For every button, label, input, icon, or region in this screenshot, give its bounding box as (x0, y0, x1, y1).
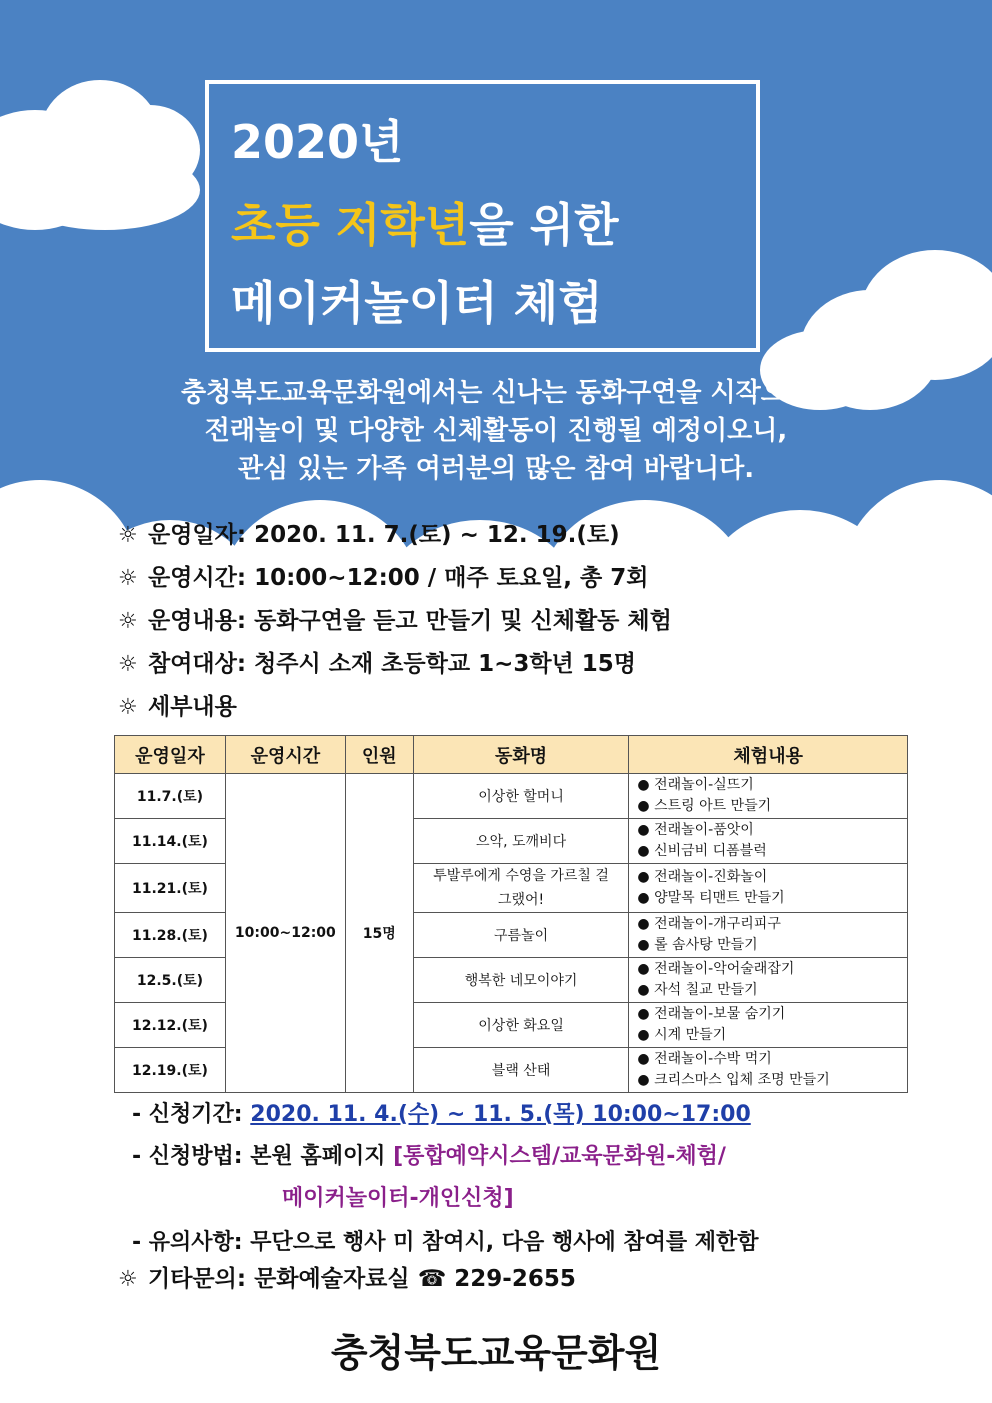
info-target (118, 647, 636, 681)
info-time (118, 561, 648, 595)
apply-period (132, 1098, 751, 1132)
activity-cell (629, 864, 908, 913)
activity-1: ● 전래놀이-실뜨기 (637, 777, 754, 793)
date-cell: 12.5.(토) (115, 958, 226, 1003)
apply-method-label: - 신청방법: (132, 1144, 243, 1169)
activity-cell (629, 774, 908, 819)
header-people: 인원 (345, 736, 413, 774)
story-cell: 으악, 도깨비다 (413, 819, 629, 864)
activity-1: ● 전래놀이-진화놀이 (637, 869, 768, 885)
date-cell: 11.7.(토) (115, 774, 226, 819)
info-details (118, 690, 237, 724)
story-cell: 구름놀이 (413, 913, 629, 958)
phone-icon: ☎ (417, 1266, 447, 1292)
story-cell: 블랙 산태 (413, 1048, 629, 1093)
activity-1: ● 전래놀이-악어술래잡기 (637, 961, 795, 977)
activity-1: ● 전래놀이-보물 숨기기 (637, 1006, 786, 1022)
activity-2: ● 자석 칠교 만들기 (637, 982, 758, 998)
intro-line-1: 충청북도교육문화원에서는 신나는 동화구연을 시작으로 (181, 378, 811, 408)
title-box (205, 80, 760, 352)
sun-icon: ☼ (118, 523, 138, 548)
info-label: 운영시간 (148, 565, 237, 591)
info-label: 운영내용 (148, 608, 237, 634)
date-cell: 11.14.(토) (115, 819, 226, 864)
sun-icon: ☼ (118, 609, 138, 634)
footer-organization: 충청북도교육문화원 (330, 1331, 662, 1375)
sun-icon: ☼ (118, 652, 138, 677)
people-cell: 15명 (345, 774, 413, 1093)
intro-line-2: 전래놀이 및 다양한 신체활동이 진행될 예정이오니, (204, 416, 788, 446)
apply-notice-label: - 유의사항: (132, 1230, 243, 1255)
apply-period-label: - 신청기간: (132, 1102, 243, 1127)
sun-icon: ☼ (118, 566, 138, 591)
apply-method-value: 본원 홈페이지 (250, 1144, 386, 1169)
title-program: 메이커놀이터 체험 (231, 276, 603, 330)
activity-2: ● 스트링 아트 만들기 (637, 798, 772, 814)
header-date: 운영일자 (115, 736, 226, 774)
table-row (115, 774, 908, 819)
title-year: 2020년 (231, 115, 404, 169)
header-story: 동화명 (413, 736, 629, 774)
date-cell: 12.12.(토) (115, 1003, 226, 1048)
date-cell: 11.21.(토) (115, 864, 226, 913)
intro-line-3: 관심 있는 가족 여러분의 많은 참여 바랍니다. (237, 454, 755, 484)
info-value: : 동화구연을 듣고 만들기 및 신체활동 체험 (236, 608, 672, 634)
table-header-row (115, 736, 908, 774)
sun-icon: ☼ (118, 1267, 138, 1292)
story-cell: 행복한 네모이야기 (413, 958, 629, 1003)
apply-method-cont (282, 1182, 514, 1216)
date-cell: 12.19.(토) (115, 1048, 226, 1093)
apply-notice-value: 무단으로 행사 미 참여시, 다음 행사에 참여를 제한함 (250, 1230, 759, 1255)
apply-method-link-2[interactable]: 메이커놀이터-개인신청] (282, 1186, 514, 1211)
activity-1: ● 전래놀이-개구리피구 (637, 916, 781, 932)
info-content (118, 604, 672, 638)
title-rest: 을 위한 (469, 198, 619, 252)
activity-2: ● 크리스마스 입체 조명 만들기 (637, 1072, 830, 1088)
date-cell: 11.28.(토) (115, 913, 226, 958)
story-cell: 이상한 화요일 (413, 1003, 629, 1048)
info-label: 참여대상 (148, 651, 237, 677)
activity-2: ● 양말목 티맨트 만들기 (637, 890, 785, 906)
info-value: : 10:00~12:00 / 매주 토요일, 총 7회 (236, 565, 649, 591)
title-subtitle (231, 189, 619, 255)
info-value: : 청주시 소재 초등학교 1~3학년 15명 (236, 651, 637, 677)
info-value: : 2020. 11. 7.(토) ~ 12. 19.(토) (236, 522, 620, 548)
info-label: 세부내용 (148, 694, 237, 720)
activity-1: ● 전래놀이-수박 먹기 (637, 1051, 772, 1067)
activity-cell (629, 1003, 908, 1048)
contact-line (118, 1262, 576, 1296)
activity-cell (629, 958, 908, 1003)
activity-cell (629, 913, 908, 958)
activity-2: ● 롤 솜사탕 만들기 (637, 937, 758, 953)
activity-2: ● 시계 만들기 (637, 1027, 727, 1043)
apply-notice (132, 1226, 759, 1260)
story-cell: 투발루에게 수영을 가르칠 걸 그랬어! (413, 864, 629, 913)
header-time: 운영시간 (225, 736, 345, 774)
time-cell: 10:00~12:00 (225, 774, 345, 1093)
story-cell: 이상한 할머니 (413, 774, 629, 819)
contact-phone: 229-2655 (454, 1266, 576, 1292)
activity-1: ● 전래놀이-품앗이 (637, 822, 754, 838)
apply-period-value: 2020. 11. 4.(수) ~ 11. 5.(목) 10:00~17:00 (250, 1102, 751, 1127)
info-dates (118, 518, 620, 552)
title-accent: 초등 저학년 (231, 198, 470, 252)
activity-cell (629, 1048, 908, 1093)
contact-label: 기타문의 (148, 1266, 237, 1292)
schedule-table (114, 735, 908, 1093)
sun-icon: ☼ (118, 695, 138, 720)
info-label: 운영일자 (148, 522, 237, 548)
contact-value: : 문화예술자료실 (236, 1266, 410, 1292)
activity-cell (629, 819, 908, 864)
apply-method-link-1[interactable]: [통합예약시스템/교육문화원-체험/ (393, 1144, 726, 1169)
activity-2: ● 신비금비 디폼블럭 (637, 843, 767, 859)
apply-method (132, 1140, 726, 1174)
header-activity: 체험내용 (629, 736, 908, 774)
